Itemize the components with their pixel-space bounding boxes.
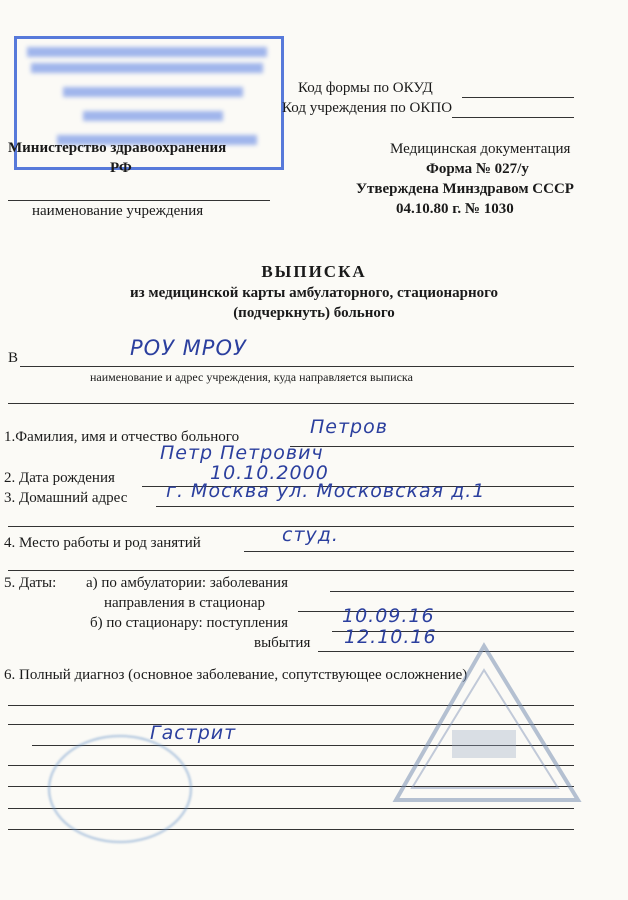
work-value: студ. bbox=[282, 524, 339, 546]
document-title: ВЫПИСКА bbox=[261, 262, 367, 281]
ministry-line1: Министерство здравоохранения bbox=[8, 140, 227, 156]
recipient-caption: наименование и адрес учреждения, куда направляется выписка bbox=[90, 370, 413, 384]
institution-line bbox=[8, 200, 270, 201]
triangle-stamp bbox=[392, 640, 582, 810]
recipient-value: РОУ МРОУ bbox=[130, 336, 247, 360]
form-number: Форма № 027/у bbox=[426, 161, 529, 177]
order-label: 04.10.80 г. № 1030 bbox=[396, 201, 514, 217]
name-line bbox=[290, 446, 574, 447]
address-label: 3. Домашний адрес bbox=[4, 490, 128, 506]
outpatient-label: а) по амбулатории: заболевания bbox=[86, 575, 288, 591]
okpo-line bbox=[452, 117, 574, 118]
okud-line bbox=[462, 97, 574, 98]
dates-label: 5. Даты: bbox=[4, 575, 57, 591]
okud-label: Код формы по ОКУД bbox=[298, 80, 433, 96]
work-line bbox=[244, 551, 574, 552]
outpatient-line bbox=[330, 591, 574, 592]
diagnosis-value: Гастрит bbox=[150, 722, 237, 744]
dob-label: 2. Дата рождения bbox=[4, 470, 115, 486]
blank-line bbox=[8, 403, 574, 404]
diagnosis-label: 6. Полный диагноз (основное заболевание, сопутствующее осложнение) bbox=[4, 667, 468, 683]
institution-label: наименование учреждения bbox=[32, 203, 204, 219]
referral-label: направления в стационар bbox=[104, 595, 266, 611]
address-line bbox=[156, 506, 574, 507]
name-value-surname: Петров bbox=[310, 416, 388, 438]
recipient-prefix: В bbox=[8, 350, 19, 366]
referral-line bbox=[298, 611, 574, 612]
discharge-value: 12.10.16 bbox=[344, 626, 437, 648]
discharge-label: выбытия bbox=[254, 635, 311, 651]
approved-label: Утверждена Минздравом СССР bbox=[356, 181, 574, 197]
address-value: г. Москва ул. Московская д.1 bbox=[166, 480, 486, 502]
name-label: 1.Фамилия, имя и отчество больного bbox=[4, 429, 240, 445]
inpatient-label: б) по стационару: поступления bbox=[90, 615, 289, 631]
round-stamp bbox=[48, 735, 192, 843]
blank-line bbox=[8, 570, 574, 571]
document-subtitle-2: (подчеркнуть) больного bbox=[233, 305, 395, 321]
med-doc-label: Медицинская документация bbox=[390, 141, 571, 157]
recipient-line bbox=[20, 366, 574, 367]
okpo-label: Код учреждения по ОКПО bbox=[282, 100, 453, 116]
document-subtitle-1: из медицинской карты амбулаторного, стационарного bbox=[129, 285, 499, 301]
work-label: 4. Место работы и род занятий bbox=[4, 535, 201, 551]
dob-value: 10.10.2000 bbox=[210, 462, 329, 484]
name-value-given: Петр Петрович bbox=[160, 442, 324, 464]
ministry-line2: РФ bbox=[110, 160, 132, 176]
admission-value: 10.09.16 bbox=[342, 605, 435, 627]
